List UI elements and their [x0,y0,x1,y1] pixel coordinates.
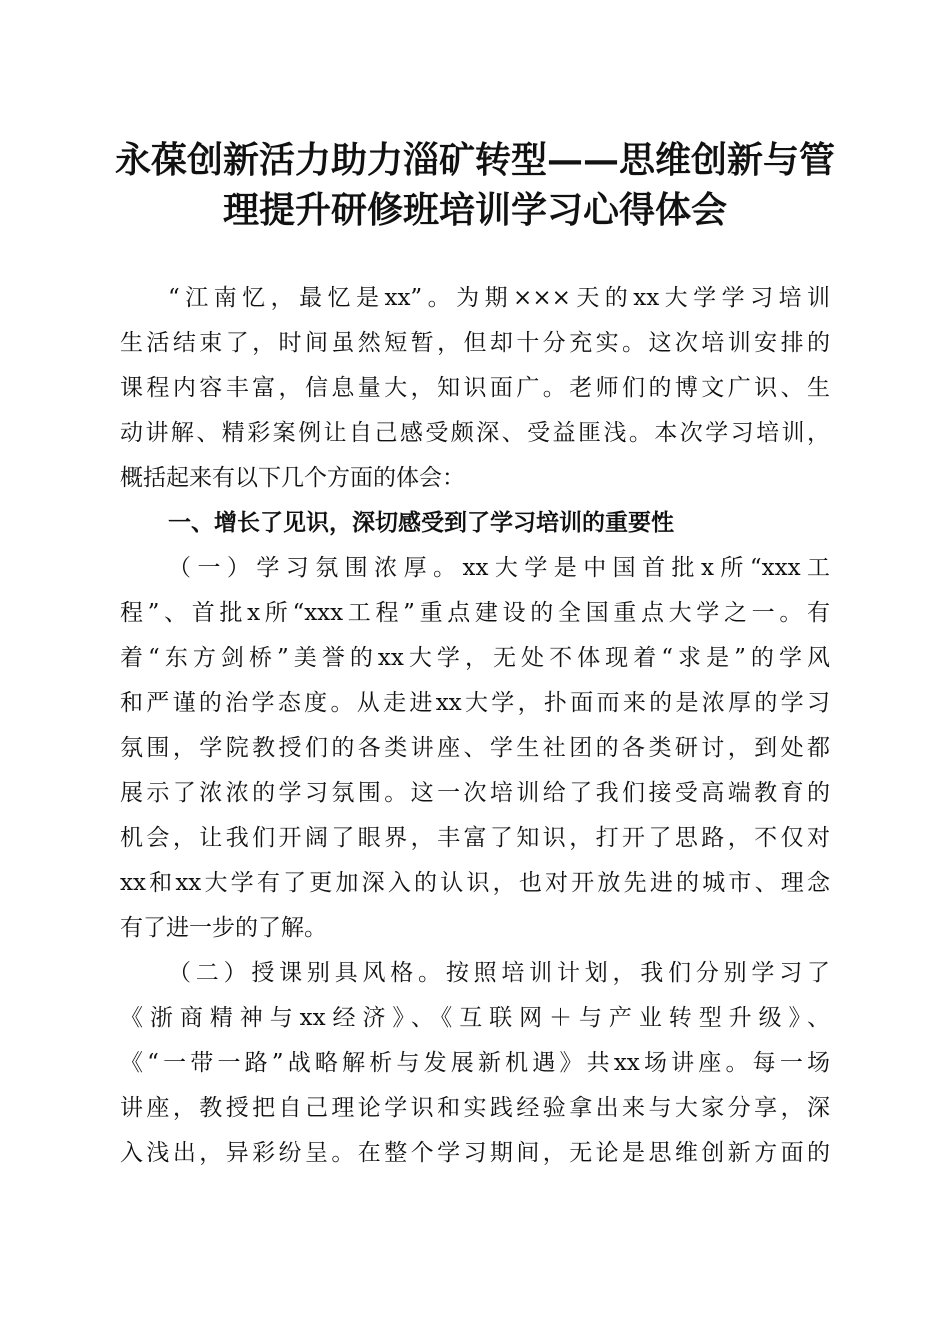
paragraph-3-line: 讲座，教授把自己理论学识和实践经验拿出来与大家分享，深 [120,1095,830,1121]
document-title-line-2: 理提升研修班培训学习心得体会 [222,189,727,231]
paragraph-2-line: 着“东方剑桥”美誉的xx大学，无处不体现着“求是”的学风 [120,645,830,671]
paragraph-1-line: “江南忆，最忆是xx”。为期×××天的xx大学学习培训 [168,285,830,311]
paragraph-2-line: （一）学习氛围浓厚。xx大学是中国首批x所“xxx工 [168,555,830,581]
paragraph-1-line: 动讲解、精彩案例让自己感受颇深、受益匪浅。本次学习培训， [120,420,830,446]
paragraph-2-line: 机会，让我们开阔了眼界，丰富了知识，打开了思路，不仅对 [120,825,830,851]
paragraph-2-line: 展示了浓浓的学习氛围。这一次培训给了我们接受高端教育的 [120,780,830,806]
paragraph-3-line: 《浙商精神与xx经济》、《互联网＋与产业转型升级》、 [120,1005,830,1031]
paragraph-1-line: 课程内容丰富，信息量大，知识面广。老师们的博文广识、生 [120,375,830,401]
document-title-line-1: 永葆创新活力助力淄矿转型——思维创新与管 [114,139,835,181]
section-heading: 一、增长了见识，深切感受到了学习培训的重要性 [168,510,674,536]
paragraph-3-line: 《“一带一路”战略解析与发展新机遇》共xx场讲座。每一场 [120,1050,830,1076]
paragraph-2-line: 氛围，学院教授们的各类讲座、学生社团的各类研讨，到处都 [120,735,830,761]
paragraph-2-line: 程”、首批x所“xxx工程”重点建设的全国重点大学之一。有 [120,600,830,626]
paragraph-1-line: 生活结束了，时间虽然短暂，但却十分充实。这次培训安排的 [120,330,830,356]
paragraph-2-line: 和严谨的治学态度。从走进xx大学，扑面而来的是浓厚的学习 [120,690,830,716]
paragraph-1-line: 概括起来有以下几个方面的体会： [120,465,465,491]
paragraph-2-line: 有了进一步的了解。 [120,915,327,941]
paragraph-3-line: （二）授课别具风格。按照培训计划，我们分别学习了 [168,960,830,986]
paragraph-3-line: 入浅出，异彩纷呈。在整个学习期间，无论是思维创新方面的 [120,1140,830,1166]
paragraph-2-line: xx和xx大学有了更加深入的认识，也对开放先进的城市、理念 [120,870,830,896]
